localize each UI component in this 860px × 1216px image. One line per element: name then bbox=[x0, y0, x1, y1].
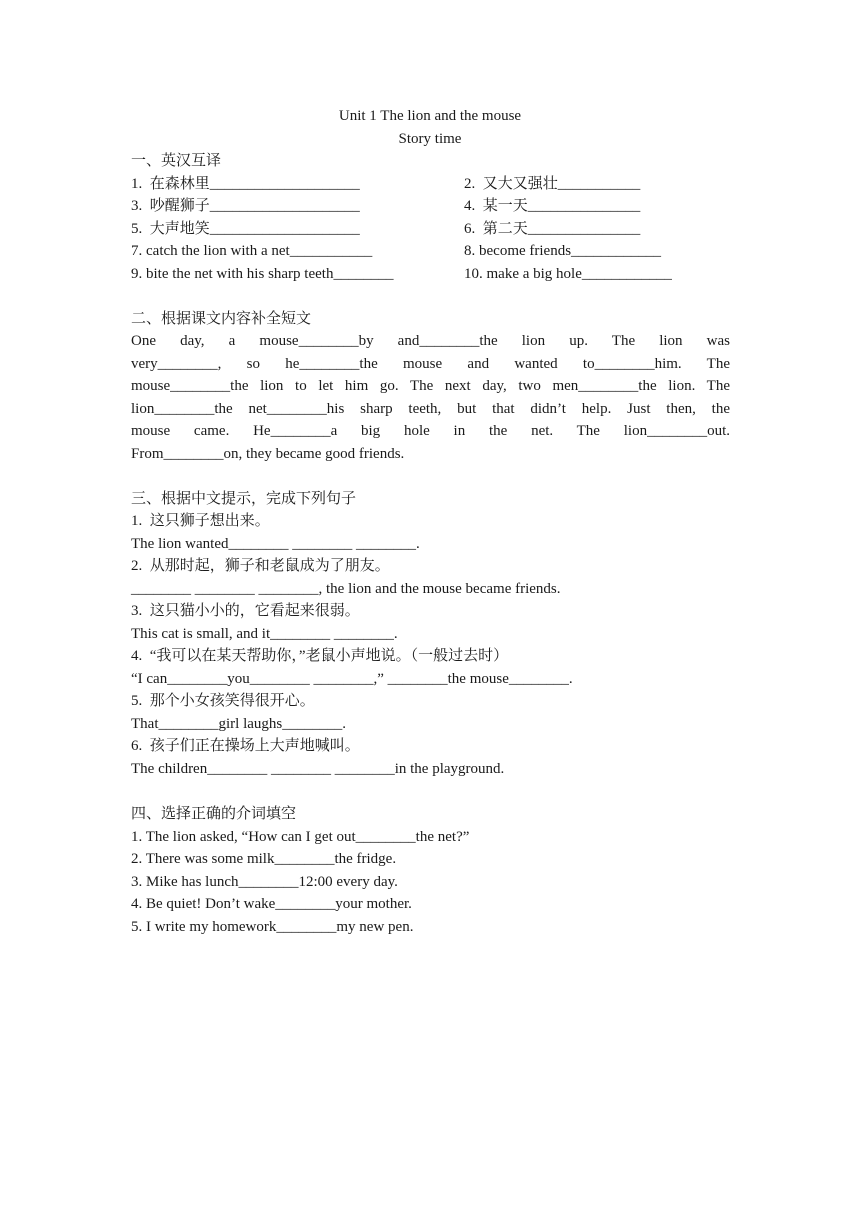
exercise-sentence: The children________ ________ ________in the playground. bbox=[131, 761, 505, 777]
exercise-sentence: ________ ________ ________, the lion and the mouse became friends. bbox=[131, 581, 561, 597]
exercise-item: 3. 吵醒狮子____________________ bbox=[131, 198, 360, 214]
exercise-item: 2. 又大又强壮___________ bbox=[464, 176, 641, 192]
exercise-sentence: The lion wanted________ ________ ________. bbox=[131, 536, 420, 552]
exercise-item: 4. 某一天_______________ bbox=[464, 198, 641, 214]
section3-heading: 三、根据中文提示，完成下列句子 bbox=[131, 491, 357, 507]
exercise-item: 2. There was some milk________the fridge. bbox=[131, 851, 397, 867]
exercise-item: 5. 大声地笑____________________ bbox=[131, 221, 360, 237]
exercise-prompt: 5. 那个小女孩笑得很开心。 bbox=[131, 693, 315, 709]
exercise-prompt: 2. 从那时起，狮子和老鼠成为了朋友。 bbox=[131, 558, 390, 574]
exercise-item: 10. make a big hole____________ bbox=[464, 266, 672, 282]
section4-heading: 四、选择正确的介词填空 bbox=[131, 806, 297, 822]
exercise-item: 9. bite the net with his sharp teeth________ bbox=[131, 266, 394, 282]
exercise-item: 1. The lion asked, “How can I get out________the net?” bbox=[131, 829, 470, 845]
exercise-sentence: That________girl laughs________. bbox=[131, 716, 346, 732]
passage-line: lion________the net________his sharp teeth, but that didn’t help. Just then, the bbox=[131, 401, 730, 417]
passage-line: mouse________the lion to let him go. The next day, two men________the lion. The bbox=[131, 378, 730, 394]
passage-line: One day, a mouse________by and________the lion up. The lion was bbox=[131, 333, 730, 349]
exercise-item: 1. 在森林里____________________ bbox=[131, 176, 360, 192]
exercise-item: 6. 第二天_______________ bbox=[464, 221, 641, 237]
passage-line: very________, so he________the mouse and wanted to________him. The bbox=[131, 356, 730, 372]
exercise-item: 4. Be quiet! Don’t wake________your mother. bbox=[131, 896, 412, 912]
exercise-prompt: 4. “我可以在某天帮助你，”老鼠小声地说。（一般过去时） bbox=[131, 648, 509, 664]
section2-heading: 二、根据课文内容补全短文 bbox=[131, 311, 312, 327]
exercise-item: 5. I write my homework________my new pen. bbox=[131, 919, 414, 935]
exercise-sentence: This cat is small, and it________ ________. bbox=[131, 626, 398, 642]
exercise-prompt: 1. 这只狮子想出来。 bbox=[131, 513, 270, 529]
passage-line: mouse came. He________a big hole in the net. The lion________out. bbox=[131, 423, 730, 439]
exercise-item: 8. become friends____________ bbox=[464, 243, 662, 259]
exercise-sentence: “I can________you________ ________,” ________the mouse________. bbox=[131, 671, 573, 687]
passage-line: From________on, they became good friends. bbox=[131, 446, 405, 462]
exercise-prompt: 3. 这只猫小小的，它看起来很弱。 bbox=[131, 603, 360, 619]
exercise-prompt: 6. 孩子们正在操场上大声地喊叫。 bbox=[131, 738, 360, 754]
page-title: Unit 1 The lion and the mouse bbox=[338, 108, 522, 124]
exercise-item: 7. catch the lion with a net___________ bbox=[131, 243, 373, 259]
section1-heading: 一、英汉互译 bbox=[131, 153, 222, 169]
exercise-item: 3. Mike has lunch________12:00 every day. bbox=[131, 874, 398, 890]
page-subtitle: Story time bbox=[398, 131, 462, 147]
